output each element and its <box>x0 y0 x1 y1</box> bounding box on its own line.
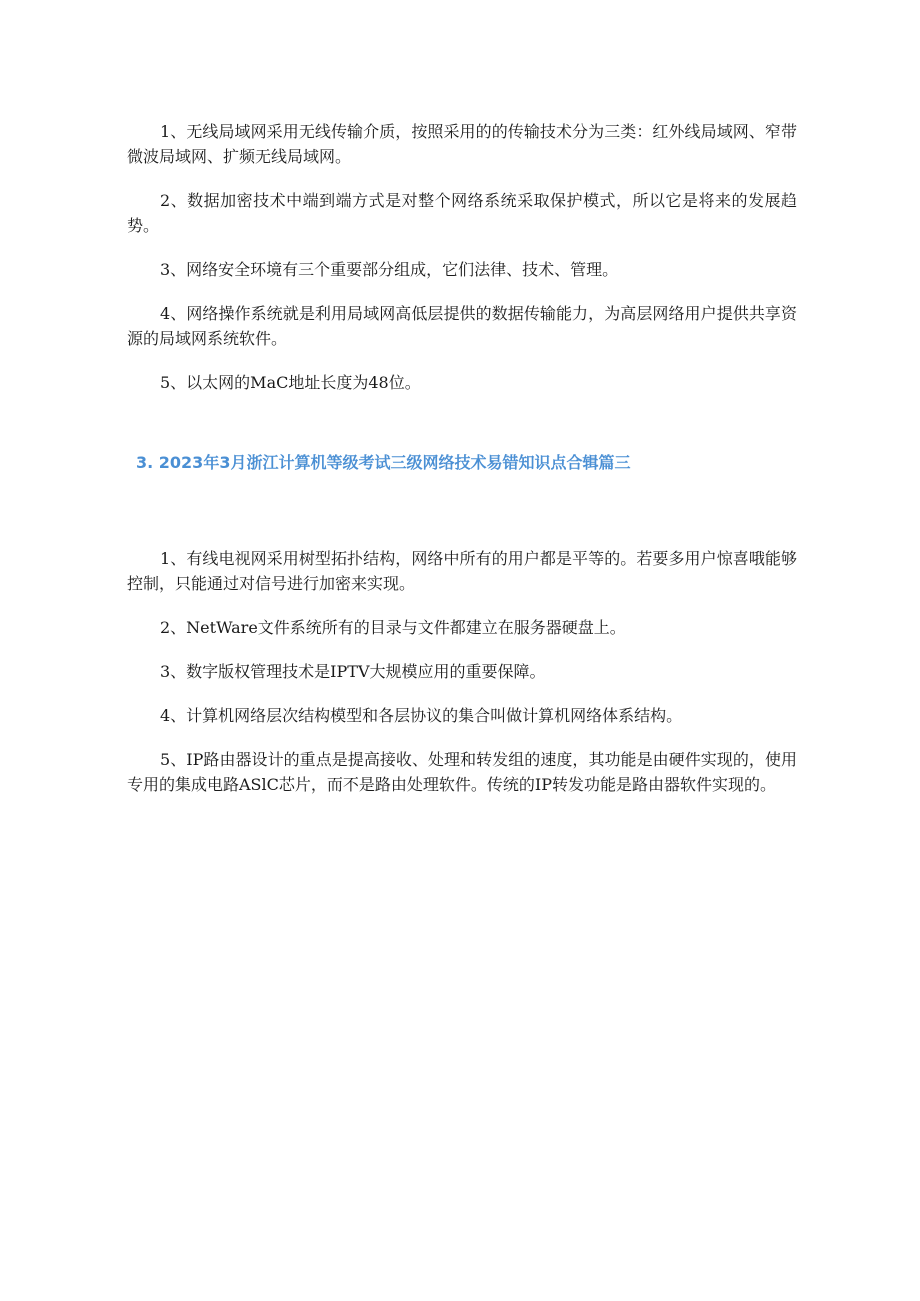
list-item: 5、以太网的MaC地址长度为48位。 <box>160 373 421 392</box>
list-item: 5、IP路由器设计的重点是提高接收、处理和转发组的速度，其功能是由硬件实现的，使用专用的集成电路ASlC芯片，而不是路由处理软件。传统的IP转发功能是路由器软件实现的。 <box>127 750 797 794</box>
section-1-list <box>127 119 797 395</box>
list-item: 3、数字版权管理技术是IPTV大规模应用的重要保障。 <box>160 662 546 681</box>
list-item: 1、有线电视网采用树型拓扑结构，网络中所有的用户都是平等的。若要多用户惊喜哦能够控制，只能通过对信号进行加密来实现。 <box>127 549 797 593</box>
list-item: 2、数据加密技术中端到端方式是对整个网络系统采取保护模式，所以它是将来的发展趋势。 <box>127 191 797 235</box>
list-item: 3、网络安全环境有三个重要部分组成，它们法律、技术、管理。 <box>160 260 619 279</box>
section-2-list <box>127 546 797 797</box>
list-item: 1、无线局域网采用无线传输介质，按照采用的的传输技术分为三类：红外线局域网、窄带微波局域网、扩频无线局域网。 <box>127 122 797 166</box>
list-item: 4、计算机网络层次结构模型和各层协议的集合叫做计算机网络体系结构。 <box>160 706 683 725</box>
list-item: 2、NetWare文件系统所有的目录与文件都建立在服务器硬盘上。 <box>160 618 626 637</box>
list-item: 4、网络操作系统就是利用局域网高低层提供的数据传输能力，为高层网络用户提供共享资源的局域网系统软件。 <box>127 304 797 348</box>
section-heading: 3. 2023年3月浙江计算机等级考试三级网络技术易错知识点合辑篇三 <box>136 453 631 472</box>
